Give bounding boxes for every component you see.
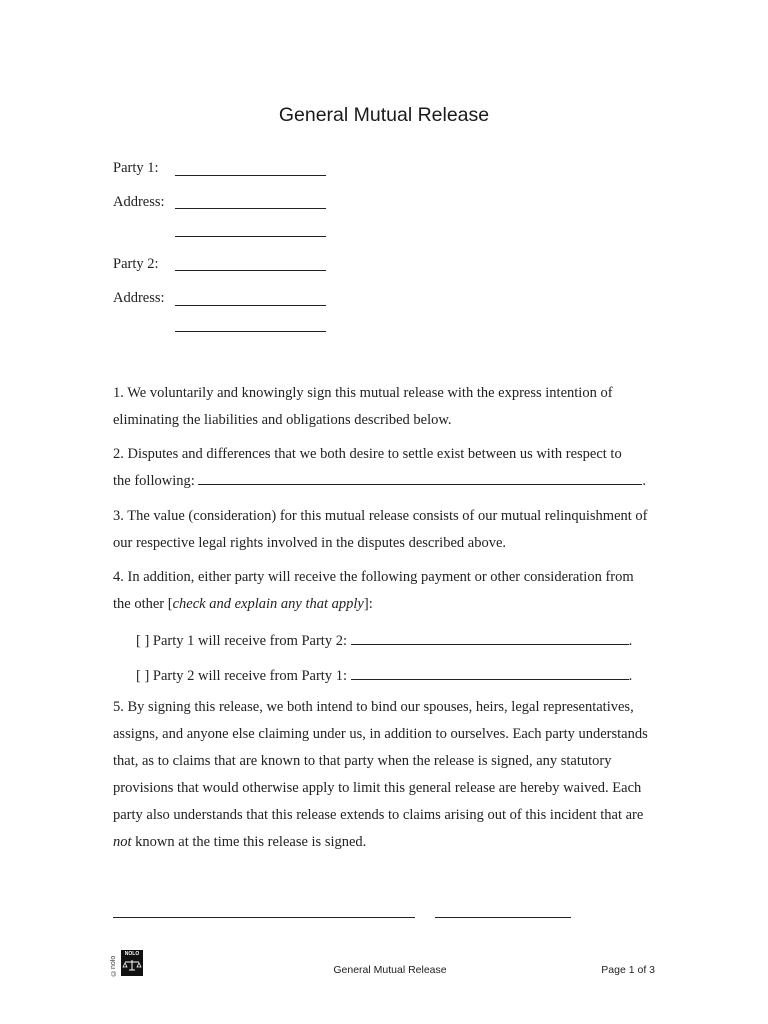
clause-4-pre: the other [ [113, 596, 173, 612]
party2-label: Party 2: [113, 256, 159, 272]
disputes-blank[interactable] [198, 470, 642, 485]
clause-3 [113, 503, 658, 557]
clause-5 [113, 694, 658, 856]
party2-blank[interactable] [175, 270, 326, 271]
clause-5-italic: not [113, 834, 132, 850]
address2-blank-line1[interactable] [175, 305, 326, 306]
signature-line[interactable] [113, 917, 415, 918]
clause-2 [113, 441, 658, 495]
clause-2-line2: the following: . [113, 468, 658, 495]
clause-4 [113, 564, 658, 618]
party1-blank[interactable] [175, 175, 326, 176]
clause-1 [113, 380, 658, 434]
address1-blank-line2[interactable] [175, 236, 326, 237]
address1-blank-line1[interactable] [175, 208, 326, 209]
option-party1-label: [ ] Party 1 will receive from Party 2: [136, 633, 351, 649]
address1-label: Address: [113, 194, 165, 210]
clause-2-lead: the following: [113, 473, 199, 489]
option-party2-label: [ ] Party 2 will receive from Party 1: [136, 668, 351, 684]
clause-4-post: ]: [363, 596, 373, 612]
option-party1[interactable]: [ ] Party 1 will receive from Party 2: . [136, 630, 632, 650]
date-line[interactable] [435, 917, 571, 918]
nolo-copyright: ©nolo [110, 955, 117, 976]
clause-2-line1: 2. Disputes and differences that we both desire to settle exist between us with respect to [113, 446, 622, 462]
clause-5-text [113, 694, 658, 856]
address2-label: Address: [113, 290, 165, 306]
clause-3-text: 3. The value (consideration) for this mutual release consists of our mutual relinquishment of our respective legal rights involved in the disputes described above. [113, 508, 648, 551]
footer-title: General Mutual Release [333, 964, 447, 976]
nolo-logo-text: NOLO [124, 951, 140, 957]
clause-4-italic: check and explain any that apply [172, 596, 364, 612]
option-party2[interactable]: [ ] Party 2 will receive from Party 1: . [136, 665, 632, 685]
option-party1-blank[interactable] [351, 630, 629, 645]
clause-5-pre: 5. By signing this release, we both intend to bind our spouses, heirs, legal representatives, assigns, and anyone else claiming under us, in addition to ourselves. Each party understands that, as to claims that are known to that party when the release is signed, any statutory provisions that would otherwise apply to limit this general release are hereby waived. Each party also understands that this release extends to claims arising out of this incident that are [113, 699, 648, 823]
option-party2-blank[interactable] [351, 665, 629, 680]
clause-4-line2 [113, 591, 658, 618]
party1-label: Party 1: [113, 160, 159, 176]
clause-5-post: known at the time this release is signed. [131, 834, 367, 850]
document-title: General Mutual Release [278, 104, 490, 126]
clause-4-line1: 4. In addition, either party will receive the following payment or other consideration from [113, 569, 634, 585]
address2-blank-line2[interactable] [175, 331, 326, 332]
clause-1-text: 1. We voluntarily and knowingly sign this mutual release with the express intention of eliminating the liabilities and obligations described below. [113, 385, 613, 428]
page-number: Page 1 of 3 [601, 964, 655, 976]
